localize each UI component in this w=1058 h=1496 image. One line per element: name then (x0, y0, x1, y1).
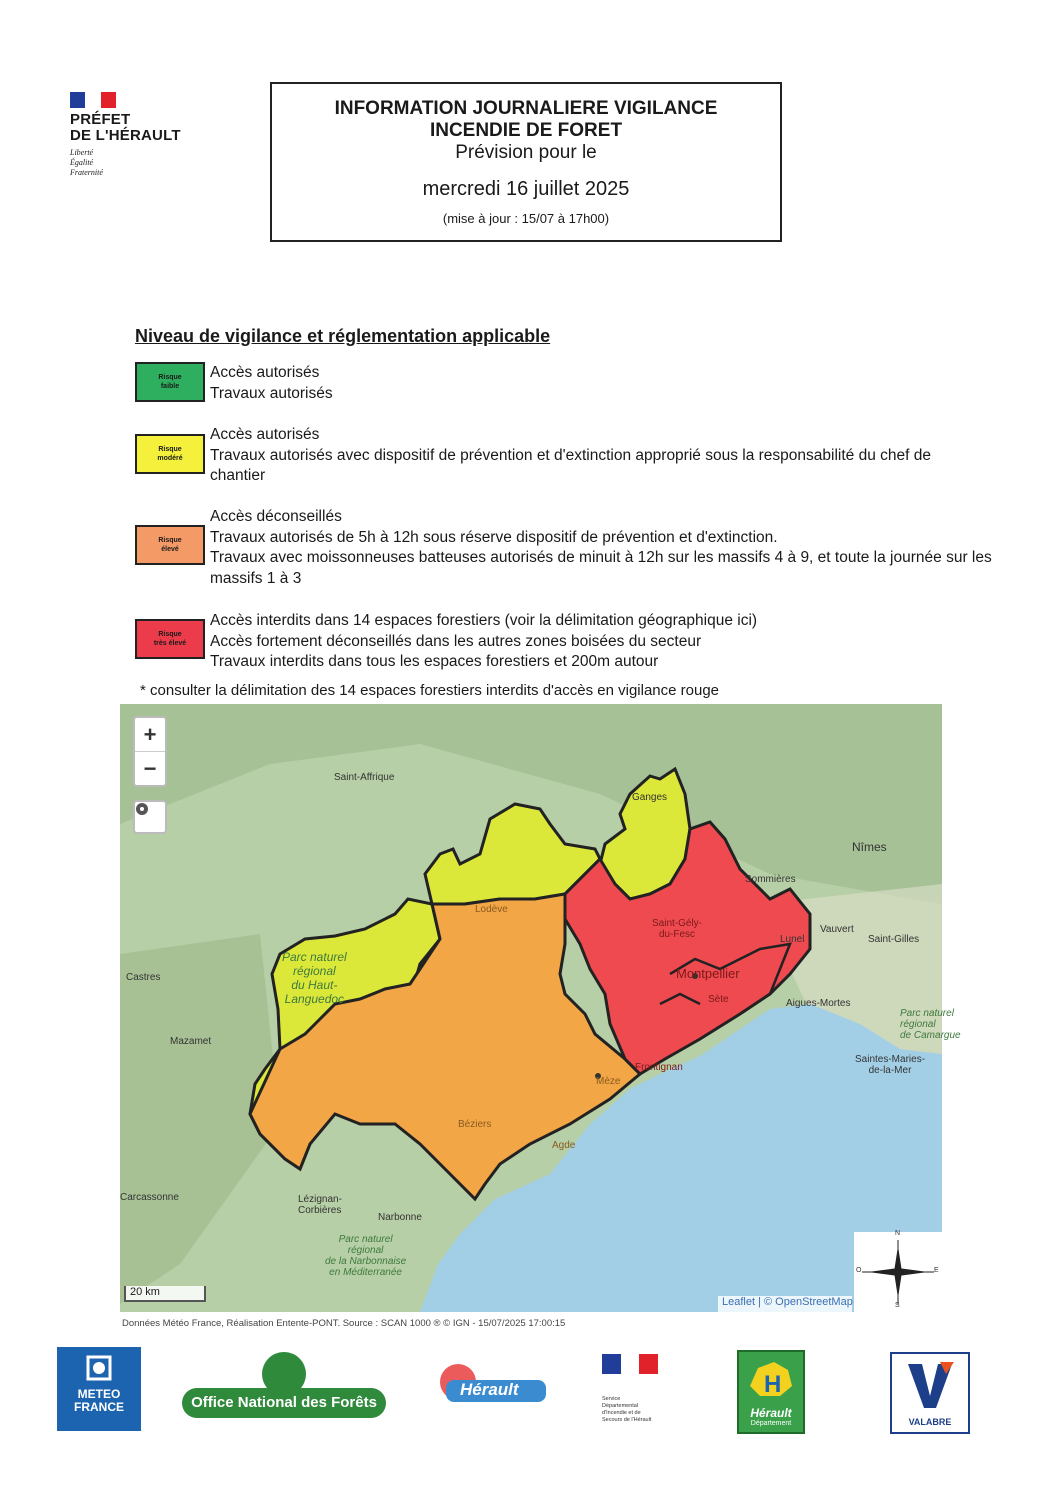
place-label: Lézignan- Corbières (298, 1194, 342, 1216)
compass-north: N (895, 1230, 901, 1237)
legend-line: Accès fortement déconseillés dans les autres zones boisées du secteur (210, 632, 702, 650)
map-attribution[interactable]: Leaflet | © OpenStreetMap (718, 1296, 852, 1312)
compass-rose (854, 1232, 942, 1312)
place-label: Vauvert (820, 924, 854, 935)
herault-map-icon (744, 1356, 798, 1402)
risk-badge-low: Risque faible (135, 362, 205, 402)
title-line-3: Prévision pour le (455, 142, 597, 163)
meteo-france-icon (84, 1353, 114, 1383)
place-label: Ganges (632, 792, 668, 803)
forecast-date: mercredi 16 juillet 2025 (422, 178, 630, 200)
zoom-out-button[interactable]: − (135, 751, 165, 785)
place-label: Mèze (596, 1076, 621, 1087)
footnote: * consulter la délimitation des 14 espaces forestiers interdits d'accès en vigilance rouge (140, 682, 720, 699)
herault-departement-logo (737, 1350, 805, 1434)
risk-badge-high: Risque élevé (135, 525, 205, 565)
place-label: Frontignan (635, 1062, 683, 1073)
park-label: Parc naturel régional de la Narbonnaise en Méditerranée (325, 1234, 407, 1278)
prefecture-sdis-text: Service Départemental d'Incendie et de Secours de l'Hérault (602, 1396, 652, 1423)
place-label: Béziers (458, 1119, 492, 1130)
place-label: Saint-Affrique (334, 772, 395, 783)
place-label: Saintes-Maries- de-la-Mer (855, 1054, 926, 1076)
onf-tree-icon (180, 1350, 388, 1432)
legend-line: Travaux autorisés de 5h à 12h sous réserve dispositif de prévention et d'extinction. (210, 528, 778, 546)
legend-line: Travaux avec moissonneuses batteuses autorisés de minuit à 12h sur les massifs 4 à 9, et toute la journée sur les massifs 1 à 3 (210, 549, 992, 587)
valabre-v-icon (900, 1358, 960, 1412)
republic-motto: Liberté Égalité Fraternité (70, 148, 103, 177)
place-label: Lunel (780, 934, 805, 945)
legend-line: Accès autorisés (210, 426, 320, 443)
onf-text: Office National des Forêts (191, 1394, 377, 1411)
meteo-france-text: METEO FRANCE (74, 1387, 124, 1414)
valabre-logo (890, 1352, 970, 1434)
place-label: Narbonne (378, 1212, 422, 1223)
place-label: Nîmes (852, 840, 887, 854)
legend-line: Travaux interdits dans tous les espaces forestiers et 200m autour (210, 653, 659, 670)
french-flag-icon (602, 1354, 658, 1374)
title-box (270, 82, 782, 242)
locate-button[interactable] (133, 800, 167, 834)
herault-112-logo (436, 1360, 548, 1420)
place-label: Aigues-Mortes (786, 998, 851, 1009)
place-label: Lodève (475, 904, 508, 915)
title-line-2: INCENDIE DE FORET (429, 120, 623, 141)
legend-line: Travaux autorisés avec dispositif de prévention et d'extinction approprié sous la responsabilité du chef de chantier (210, 446, 931, 484)
herault-dept-text: Hérault (750, 1406, 792, 1420)
place-label: Castres (126, 972, 161, 983)
valabre-text: VALABRE (908, 1417, 952, 1427)
update-time: (mise à jour : 15/07 à 17h00) (442, 211, 610, 226)
place-label: Sommières (745, 874, 796, 885)
place-label: Saint-Gilles (868, 934, 920, 945)
legend-title: Niveau de vigilance et réglementation applicable (135, 326, 551, 346)
park-label: Parc naturel régional de Camargue (900, 1008, 961, 1041)
legend-line: Accès autorisés (210, 364, 320, 381)
legend-line: Travaux autorisés (210, 384, 333, 402)
onf-logo (180, 1350, 388, 1432)
risk-badge-moderate: Risque modéré (135, 434, 205, 474)
title-line-1: INFORMATION JOURNALIERE VIGILANCE (334, 98, 718, 119)
map-scale: 20 km (124, 1286, 206, 1302)
french-flag-icon (70, 92, 116, 108)
svg-text:H: H (764, 1371, 782, 1398)
place-label: Mazamet (170, 1036, 212, 1047)
legend-line: Accès déconseillés (210, 508, 342, 525)
zoom-control (133, 716, 167, 787)
place-label: Agde (552, 1140, 576, 1151)
compass-icon (854, 1232, 942, 1312)
locate-icon (135, 802, 149, 816)
meteo-france-logo (57, 1347, 141, 1431)
compass-west: O (856, 1267, 862, 1274)
legend-line: Accès interdits dans 14 espaces forestiers (voir la délimitation géographique ici) (210, 612, 758, 629)
vigilance-map[interactable] (120, 704, 961, 1312)
prefecture-sdis-logo (602, 1354, 666, 1430)
herault-112-text: Hérault (460, 1380, 519, 1399)
zoom-in-button[interactable]: + (143, 721, 157, 747)
herault-dept-subtext: Département (750, 1420, 792, 1427)
prefet-name: PRÉFET DE L'HÉRAULT (70, 111, 181, 144)
place-label: Sète (708, 994, 729, 1005)
prefet-logo (70, 92, 210, 178)
compass-south: S (895, 1302, 900, 1309)
compass-east: E (934, 1267, 939, 1274)
place-label: Saint-Gély- du-Fesc (652, 918, 703, 940)
place-label: Carcassonne (120, 1192, 179, 1203)
place-label: Montpellier (676, 966, 740, 981)
map-source: Données Météo France, Réalisation Entente-PONT. Source : SCAN 1000 ® © IGN - 15/07/2025 17:00:15 (122, 1318, 566, 1329)
park-label: Parc naturel régional du Haut- Languedoc (282, 950, 347, 1006)
risk-badge-very-high: Risque très élevé (135, 619, 205, 659)
